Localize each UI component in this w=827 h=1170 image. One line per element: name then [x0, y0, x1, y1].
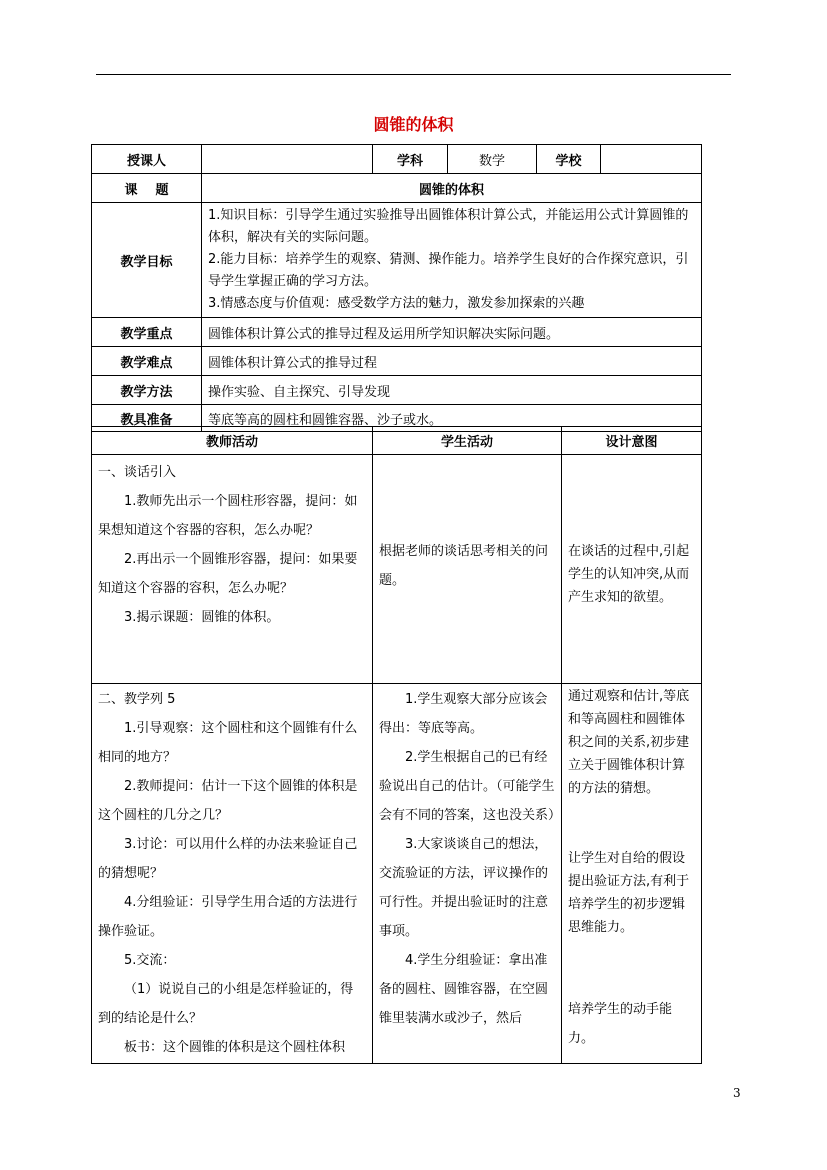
intro-teacher-cell	[92, 455, 373, 684]
topic-value: 圆锥的体积	[202, 174, 702, 203]
teacher-step: 2.再出示一个圆锥形容器，提问：如果要知道这个容器的容积，怎么办呢？	[98, 552, 358, 596]
section-heading: 二、教学列 5	[98, 692, 176, 707]
key-point-value: 圆锥体积计算公式的推导过程及运用所学知识解决实际问题。	[202, 318, 702, 347]
document-title: 圆锥的体积	[373, 115, 454, 134]
teacher-label: 授课人	[92, 145, 202, 174]
teacher-step: 3.揭示课题：圆锥的体积。	[124, 610, 280, 625]
topic-label: 课 题	[92, 174, 202, 203]
method-label: 教学方法	[92, 376, 202, 405]
header-rule	[96, 74, 731, 75]
intent-text: 通过观察和估计,等底和等高圆柱和圆锥体积之间的关系,初步建立关于圆锥体积计算的方法的猜想。	[568, 689, 690, 796]
example-teacher-cell	[92, 684, 373, 1064]
student-step: 4.学生分组验证：拿出准备的圆柱、圆锥容器，在空圆锥里装满水或沙子，然后	[379, 953, 549, 1026]
activities-table	[91, 426, 702, 1064]
goals-content	[202, 203, 702, 318]
student-step: 3.大家谈谈自己的想法，交流验证的方法，评议操作的可行性。并提出验证时的注意事项。	[379, 837, 549, 939]
difficulty-label: 教学难点	[92, 347, 202, 376]
student-step: 1.学生观察大部分应该会得出：等底等高。	[379, 692, 548, 736]
intent-text: 培养学生的动手能力。	[568, 1002, 673, 1046]
goal-item: 1.知识目标：引导学生通过实验推导出圆锥体积计算公式，并能运用公式计算圆锥的体积，解决有关的实际问题。	[208, 208, 689, 245]
intent-text: 在谈话的过程中,引起学生的认知冲突,从而产生求知的欲望。	[568, 544, 690, 605]
example-intent-cell	[562, 684, 702, 1064]
design-intent-header: 设计意图	[562, 427, 702, 455]
student-text: 根据老师的谈话思考相关的问题。	[379, 544, 549, 588]
intent-text: 让学生对自给的假设提出验证方法,有利于培养学生的初步逻辑思维能力。	[568, 851, 690, 935]
goal-item: 3.情感态度与价值观：感受数学方法的魅力，激发参加探索的兴趣	[208, 296, 585, 311]
teacher-step: （1）说说自己的小组是怎样验证的，得到的结论是什么？	[98, 982, 354, 1026]
teacher-step: 1.引导观察：这个圆柱和这个圆锥有什么相同的地方？	[98, 721, 358, 765]
teacher-step: 5.交流：	[124, 953, 176, 968]
teacher-step: 3.讨论：可以用什么样的办法来验证自己的猜想呢？	[98, 837, 358, 881]
student-step: 2.学生根据自己的已有经验说出自己的估计。（可能学生会有不同的答案，这也没关系）	[379, 750, 562, 823]
school-value	[601, 145, 702, 174]
subject-value: 数学	[448, 145, 537, 174]
school-label: 学校	[537, 145, 601, 174]
method-value: 操作实验、自主探究、引导发现	[202, 376, 702, 405]
tools-label: 教具准备	[92, 405, 202, 432]
teacher-activity-header: 教师活动	[92, 427, 373, 455]
goal-item: 2.能力目标：培养学生的观察、猜测、操作能力。培养学生良好的合作探究意识，引导学生掌握正确的学习方法。	[208, 252, 689, 289]
difficulty-value: 圆锥体积计算公式的推导过程	[202, 347, 702, 376]
key-point-label: 教学重点	[92, 318, 202, 347]
section-heading: 一、谈话引入	[98, 465, 177, 480]
example-student-cell	[373, 684, 562, 1064]
teacher-step: 1.教师先出示一个圆柱形容器，提问：如果想知道这个容器的容积，怎么办呢？	[98, 494, 358, 538]
intro-student-cell	[373, 455, 562, 684]
teacher-step: 4.分组验证：引导学生用合适的方法进行操作验证。	[98, 895, 358, 939]
subject-label: 学科	[373, 145, 448, 174]
lesson-info-table	[91, 144, 702, 432]
tools-value: 等底等高的圆柱和圆锥容器、沙子或水。	[202, 405, 702, 432]
student-activity-header: 学生活动	[373, 427, 562, 455]
teacher-step: 板书：这个圆锥的体积是这个圆柱体积	[124, 1040, 346, 1055]
teacher-step: 2.教师提问：估计一下这个圆锥的体积是这个圆柱的几分之几？	[98, 779, 358, 823]
goals-label: 教学目标	[92, 203, 202, 318]
intro-intent-cell	[562, 455, 702, 684]
teacher-value	[202, 145, 373, 174]
page-number: 3	[733, 1086, 741, 1100]
